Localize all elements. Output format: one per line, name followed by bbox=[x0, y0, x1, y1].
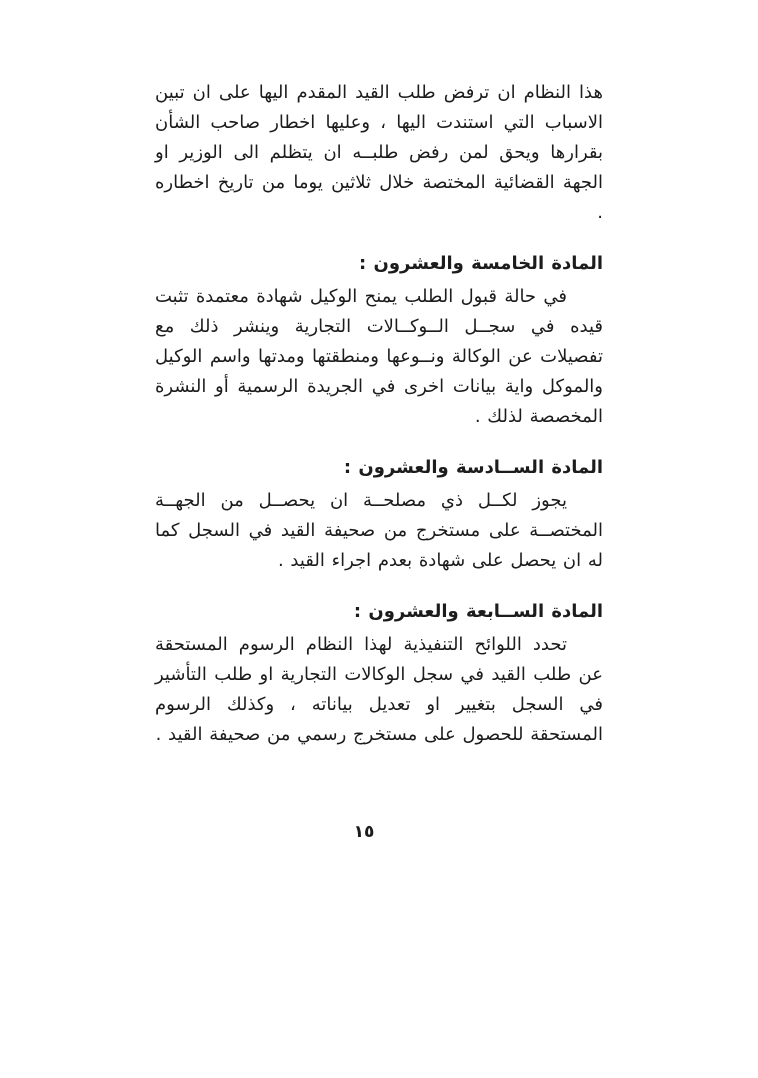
article-25-body: في حالة قبول الطلب يمنح الوكيل شهادة معتمدة تثبت قيده في سجــل الــوكــالات التجارية وينشر ذلك مع تفصيلات عن الوكالة ونــوعها ومنطقتها ومدتها واسم الوكيل والموكل واية بيانات اخرى في الجريدة الرسمية أو النشرة المخصصة لذلك . bbox=[155, 286, 603, 427]
page-content bbox=[155, 78, 603, 750]
article-27 bbox=[155, 598, 603, 750]
article-26-body: يجوز لكــل ذي مصلحــة ان يحصــل من الجهــة المختصــة على مستخرج من صحيفة القيد في السجل كما له ان يحصل على شهادة بعدم اجراء القيد . bbox=[155, 490, 603, 571]
page-number: ١٥ bbox=[353, 822, 375, 842]
article-27-body: تحدد اللوائح التنفيذية لهذا النظام الرسوم المستحقة عن طلب القيد في سجل الوكالات التجارية او طلب التأشير في السجل بتغيير او تعديل بياناته ، وكذلك الرسوم المستحقة للحصول على مستخرج رسمي من صحيفة القيد . bbox=[155, 634, 603, 745]
article-25 bbox=[155, 250, 603, 432]
article-25-heading: المادة الخامسة والعشرون : bbox=[359, 253, 603, 274]
article-26-heading: المادة الســادسة والعشرون : bbox=[343, 457, 603, 478]
article-26 bbox=[155, 454, 603, 576]
intro-paragraph: هذا النظام ان ترفض طلب القيد المقدم اليها على ان تبين الاسباب التي استندت اليها ، وعليها اخطار صاحب الشأن بقرارها ويحق لمن رفض طلبــه ان يتظلم الى الوزير او الجهة القضائية المختصة خلال ثلاثين يوما من تاريخ اخطاره . bbox=[155, 82, 603, 223]
article-27-heading: المادة الســابعة والعشرون : bbox=[353, 601, 603, 622]
